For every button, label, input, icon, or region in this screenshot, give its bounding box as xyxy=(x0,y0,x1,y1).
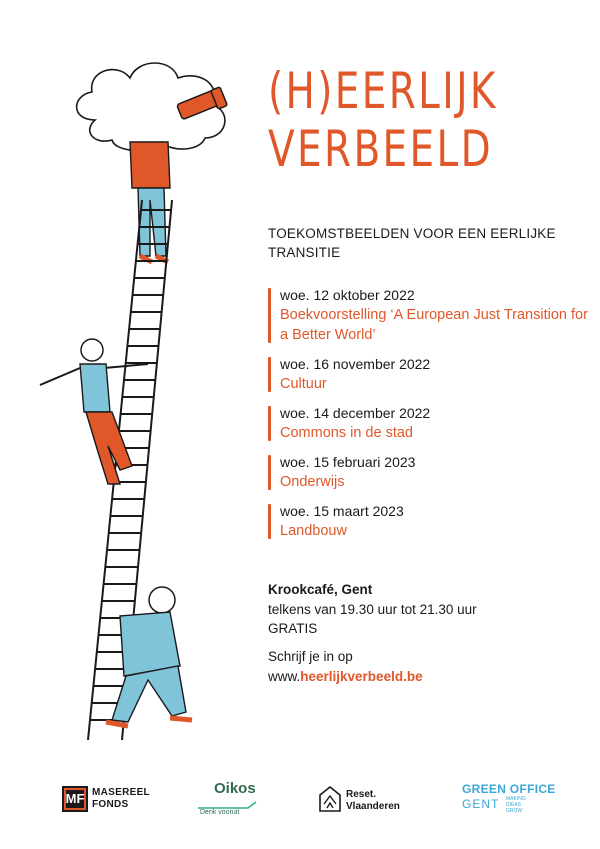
partner-logos xyxy=(0,778,600,828)
event-bar xyxy=(268,455,271,490)
title-line-2: VERBEELD xyxy=(268,120,493,178)
event-name: Landbouw xyxy=(280,523,347,539)
event-item xyxy=(268,453,588,492)
green-office-tag-2: IDEAS xyxy=(506,802,522,808)
green-office-tag-3: GROW xyxy=(506,808,523,814)
register-text: Schrijf je in op xyxy=(268,649,353,664)
event-item xyxy=(268,404,588,443)
event-date: woe. 15 februari 2023 xyxy=(280,454,416,470)
masereel-logo xyxy=(62,786,152,820)
event-date: woe. 12 oktober 2022 xyxy=(280,287,415,303)
subtitle: TOEKOMSTBEELDEN VOOR EEN EERLIJKE TRANSITIE xyxy=(268,226,556,260)
venue-price: GRATIS xyxy=(268,621,318,636)
event-date: woe. 15 maart 2023 xyxy=(280,503,404,519)
event-date: woe. 14 december 2022 xyxy=(280,405,431,421)
reset-logo xyxy=(318,784,408,818)
green-office-line-1: GREEN OFFICE xyxy=(462,782,556,796)
event-name: Boekvoorstelling ‘A European Just Transition for a Better World’ xyxy=(280,307,588,343)
figure-middle xyxy=(40,339,148,484)
green-office-logo xyxy=(462,782,572,822)
figure-bottom xyxy=(106,587,192,726)
event-bar xyxy=(268,357,271,392)
register-url: heerlijkverbeeld.be xyxy=(300,668,423,684)
event-bar xyxy=(268,504,271,539)
poster-title xyxy=(268,62,588,178)
masereel-line-2: FONDS xyxy=(92,799,129,810)
venue-time: telkens van 19.30 uur tot 21.30 uur xyxy=(268,601,477,617)
venue-info xyxy=(268,580,588,639)
event-name: Onderwijs xyxy=(280,474,345,490)
reset-line-1: Reset. xyxy=(346,789,377,800)
green-office-line-2: GENT xyxy=(462,797,500,811)
register-link[interactable] xyxy=(268,667,588,687)
event-bar xyxy=(268,406,271,441)
register-info xyxy=(268,647,588,686)
register-url-prefix: www. xyxy=(268,668,301,684)
event-date: woe. 16 november 2022 xyxy=(280,356,431,372)
reset-line-2: Vlaanderen xyxy=(346,801,400,812)
oikos-name: Oikos xyxy=(214,780,256,797)
venue-place: Krookcafé, Gent xyxy=(268,582,373,597)
masereel-line-1: MASEREEL xyxy=(92,787,150,798)
event-item xyxy=(268,355,588,394)
title-line-1: (H)EERLIJK xyxy=(268,62,498,120)
event-name: Cultuur xyxy=(280,376,327,392)
event-item xyxy=(268,502,588,541)
mf-mark-icon: MF xyxy=(62,786,88,812)
event-bar xyxy=(268,288,271,343)
green-office-tag-1: MAKING xyxy=(506,796,526,802)
event-name: Commons in de stad xyxy=(280,425,413,441)
oikos-tagline: Denk vooruit xyxy=(200,809,240,816)
oikos-logo xyxy=(196,780,266,820)
event-item xyxy=(268,286,588,345)
reset-emblem-icon xyxy=(318,786,342,814)
event-list xyxy=(268,286,588,551)
ladder-illustration xyxy=(0,0,260,740)
